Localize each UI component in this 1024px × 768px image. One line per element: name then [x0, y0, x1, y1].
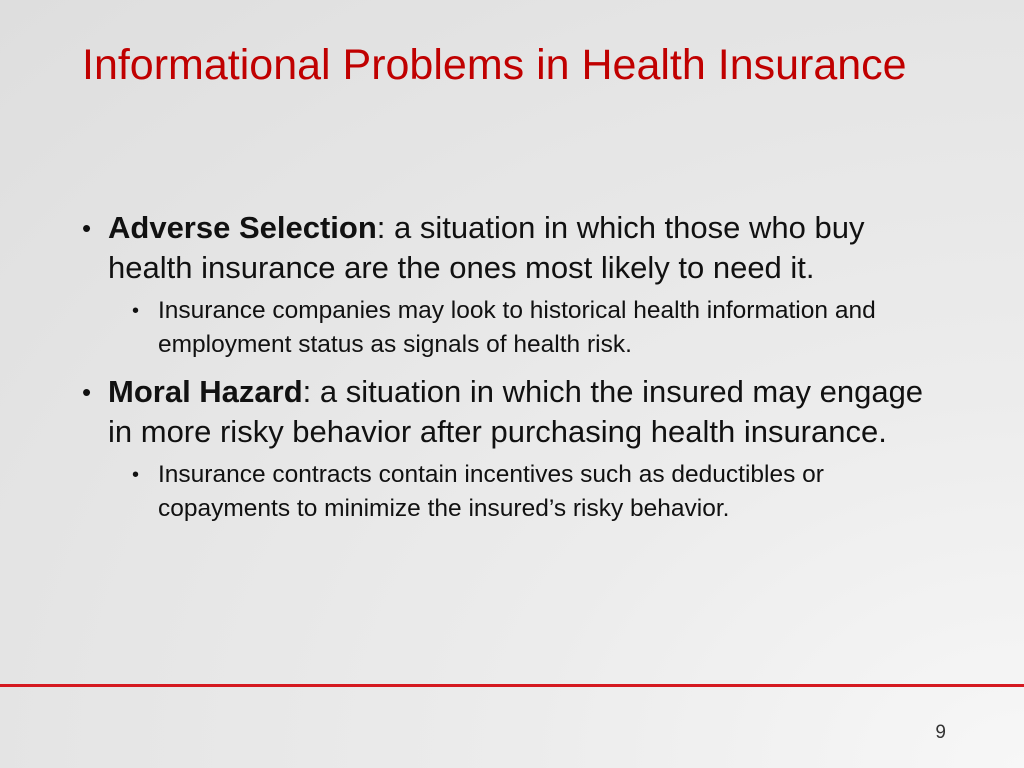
bullet-adverse-selection — [82, 208, 952, 288]
page-number: 9 — [935, 722, 946, 743]
slide-title: Informational Problems in Health Insurance — [82, 41, 907, 89]
sub-bullet-moral-hazard: • Insurance contracts contain incentives such as deductibles or copayments to minimize the insured’s risky behavior. — [82, 458, 952, 526]
definition-moral-hazard: : a situation in which the insured may engage in more risky behavior after purchasing health insurance. — [108, 374, 924, 449]
slide-content — [82, 208, 952, 536]
footer-divider — [0, 684, 1024, 687]
term-adverse-selection: Adverse Selection — [108, 210, 377, 245]
bullet-moral-hazard — [82, 372, 952, 452]
term-moral-hazard: Moral Hazard — [108, 374, 303, 409]
sub-bullet-adverse-selection: • Insurance companies may look to historical health information and employment status as signals of health risk. — [82, 294, 952, 362]
definition-adverse-selection: : a situation in which those who buy health insurance are the ones most likely to need it. — [108, 210, 865, 285]
